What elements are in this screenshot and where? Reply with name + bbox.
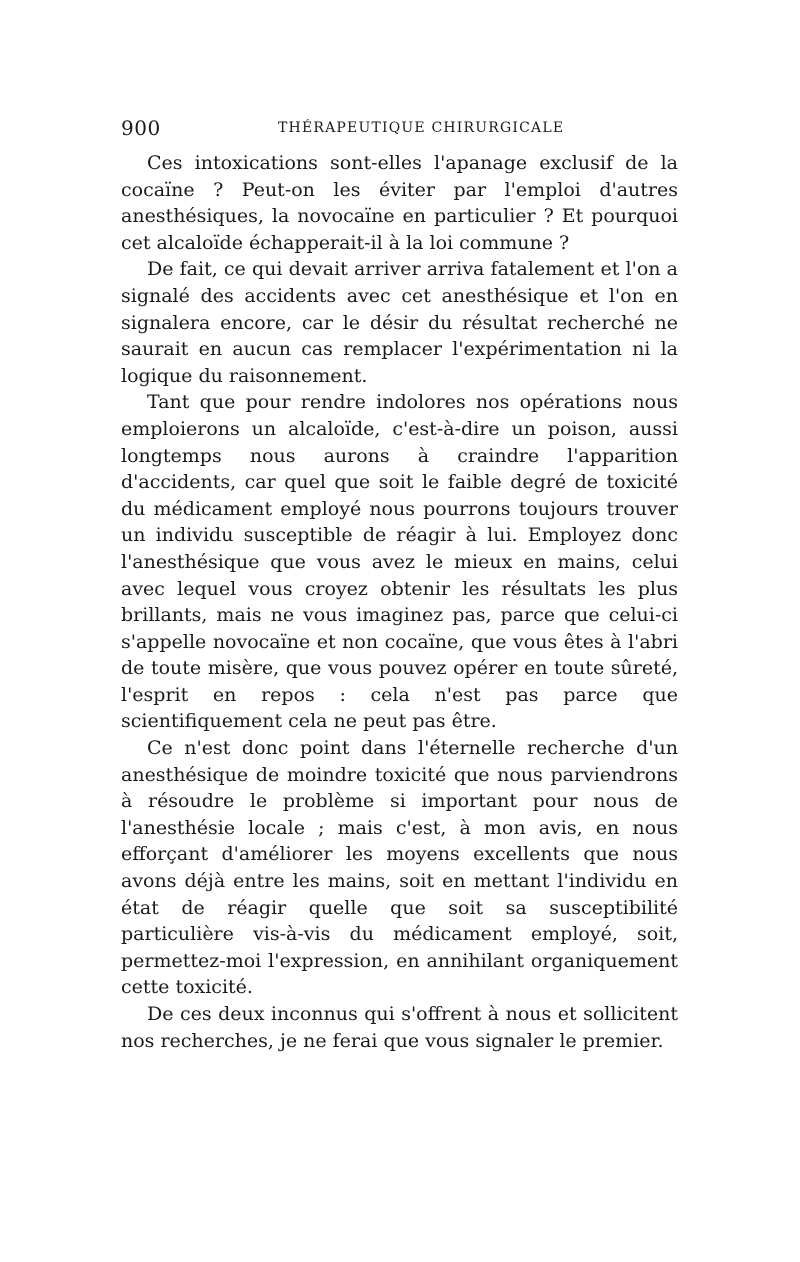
paragraph: Tant que pour rendre indolores nos opérations nous emploierons un alcaloïde, c'est-à-dire un poison, aussi longtemps nous aurons à craindre l'apparition d'accidents, car quel que soit le faible degré de toxicité du médicament employé nous pourrons toujours trouver un individu susceptible de réagir à lui. Employez donc l'anesthésique que vous avez le mieux en mains, celui avec lequel vous croyez obtenir les résultats les plus brillants, mais ne vous imaginez pas, parce que celui-ci s'appelle novocaïne et non cocaïne, que vous êtes à l'abri de toute misère, que vous pouvez opérer en toute sûreté, l'esprit en repos : cela n'est pas parce que scientifiquement cela ne peut pas être. <box>121 391 678 733</box>
paragraph: De ces deux inconnus qui s'offrent à nous et sollicitent nos recherches, je ne ferai que vous signaler le premier. <box>121 1003 678 1052</box>
paragraph: De fait, ce qui devait arriver arriva fatalement et l'on a signalé des accidents avec cet anesthésique et l'on en signalera encore, car le désir du résultat recherché ne saurait en aucun cas remplacer l'expérimentation ni la logique du raisonnement. <box>121 258 678 387</box>
paragraph: Ce n'est donc point dans l'éternelle recherche d'un anesthésique de moindre toxicité que nous parviendrons à résoudre le problème si important pour nous de l'anesthésie locale ; mais c'est, à mon avis, en nous efforçant d'améliorer les moyens excellents que nous avons déjà entre les mains, soit en mettant l'individu en état de réagir quelle que soit sa susceptibilité particulière vis-à-vis du médicament employé, soit, permettez-moi l'expression, en annihilant organiquement cette toxicité. <box>121 737 678 999</box>
paragraph: Ces intoxications sont-elles l'apanage exclusif de la cocaïne ? Peut-on les éviter par l'emploi d'autres anesthésiques, la novocaïne en particulier ? Et pourquoi cet alcaloïde échapperait-il à la loi commune ? <box>121 152 678 254</box>
body-text <box>121 150 678 1054</box>
running-title: THÉRAPEUTIQUE CHIRURGICALE <box>278 120 565 136</box>
running-head <box>121 116 676 142</box>
page-number: 900 <box>121 116 161 140</box>
